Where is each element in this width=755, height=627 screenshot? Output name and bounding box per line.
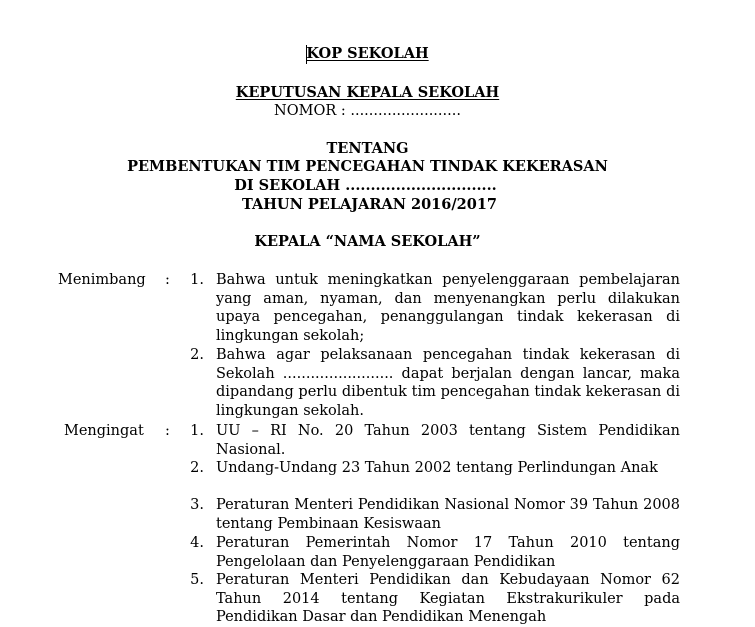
menimbang-label: Menimbang xyxy=(58,272,146,288)
mengingat-item-number: 4. xyxy=(190,535,204,551)
mengingat-item-number: 5. xyxy=(190,572,204,588)
kepala-heading: KEPALA “NAMA SEKOLAH” xyxy=(254,233,481,250)
mengingat-item-number: 2. xyxy=(190,460,204,476)
menimbang-item-number: 1. xyxy=(190,272,204,288)
judul-line-3: TAHUN PELAJARAN 2016/2017 xyxy=(241,196,498,213)
menimbang-item-text: Bahwa agar pelaksanaan pencegahan tindak kekerasan di Sekolah ........................ dapat berjalan dengan lancar, maka dipandang perlu dibentuk tim pencegahan tindak kekerasan di lingkungan sekolah. xyxy=(216,347,680,419)
mengingat-item-text: Peraturan Menteri Pendidikan Nasional Nomor 39 Tahun 2008 tentang Pembinaan Kesiswaan xyxy=(216,497,680,532)
menimbang-colon: : xyxy=(165,272,170,288)
mengingat-item-text: UU – RI No. 20 Tahun 2003 tentang Sistem Pendidikan Nasional. xyxy=(216,423,680,458)
nomor-line: NOMOR : ........................ xyxy=(274,103,461,119)
menimbang-item-text: Bahwa untuk meningkatkan penyelenggaraan pembelajaran yang aman, nyaman, dan menyenangkan perlu dilakukan upaya pencegahan, penanggulangan tindak kekerasan di lingkungan sekolah; xyxy=(216,272,680,344)
mengingat-item-number: 3. xyxy=(190,497,204,513)
mengingat-item-text: Undang-Undang 23 Tahun 2002 tentang Perlindungan Anak xyxy=(216,460,658,476)
judul-line-1: PEMBENTUKAN TIM PENCEGAHAN TINDAK KEKERASAN xyxy=(127,158,608,175)
mengingat-item-number: 1. xyxy=(190,423,204,439)
judul-line-2: DI SEKOLAH .............................. xyxy=(234,177,497,194)
mengingat-colon: : xyxy=(165,423,170,439)
tentang-heading: TENTANG xyxy=(326,140,409,157)
keputusan-heading: KEPUTUSAN KEPALA SEKOLAH xyxy=(235,84,500,101)
mengingat-item-text: Peraturan Pemerintah Nomor 17 Tahun 2010 tentang Pengelolaan dan Penyelenggaraan Pendidikan xyxy=(216,535,680,570)
mengingat-item-text: Peraturan Menteri Pendidikan dan Kebudayaan Nomor 62 Tahun 2014 tentang Kegiatan Ekstrakurikuler pada Pendidikan Dasar dan Pendidikan Menengah xyxy=(216,572,680,626)
menimbang-item-number: 2. xyxy=(190,347,204,363)
mengingat-label: Mengingat xyxy=(64,423,144,439)
kop-sekolah-heading: KOP SEKOLAH xyxy=(306,45,429,62)
